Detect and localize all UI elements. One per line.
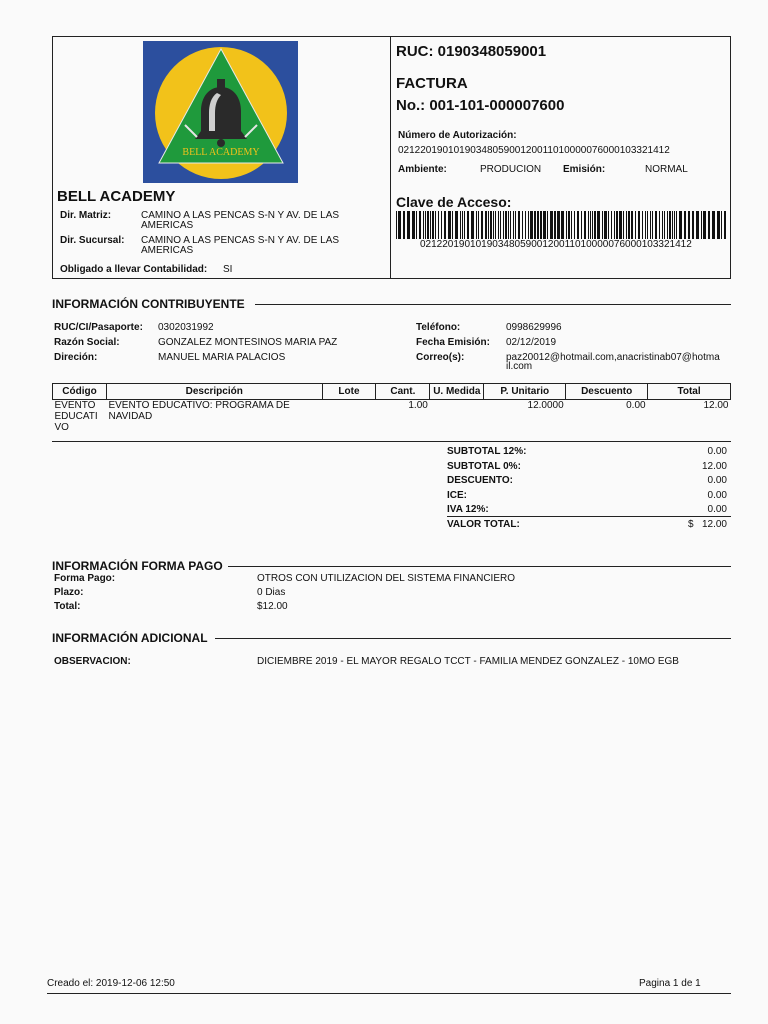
fecha-emision-label: Fecha Emisión: (416, 337, 490, 348)
adicional-title: INFORMACIÓN ADICIONAL (52, 631, 208, 645)
barcode-bar (608, 211, 609, 239)
barcode-bar (597, 211, 600, 239)
clave-label: Clave de Acceso: (396, 194, 512, 210)
barcode-bar (669, 211, 671, 239)
footer-rule (47, 993, 731, 994)
subtotal12-label: SUBTOTAL 12%: (447, 446, 527, 457)
barcode-bar (505, 211, 507, 239)
barcode-bar (444, 211, 446, 239)
barcode-bar (547, 211, 548, 239)
emision-value: NORMAL (645, 164, 688, 175)
barcode-bar (543, 211, 546, 239)
barcode-bar (592, 211, 593, 239)
barcode-bar (515, 211, 516, 239)
items-header-row (53, 384, 731, 400)
barcode-bar (561, 211, 564, 239)
bell-academy-logo (143, 41, 298, 183)
ambiente-value: PRODUCION (480, 164, 542, 175)
forma-pago-label: Forma Pago: (54, 573, 116, 584)
barcode-bar (611, 211, 612, 239)
descuento-label: DESCUENTO: (447, 475, 513, 486)
barcode-bar (495, 211, 496, 239)
access-key-barcode (396, 211, 727, 239)
created-timestamp: Creado el: 2019-12-06 12:50 (47, 978, 175, 989)
contabilidad-label: Obligado a llevar Contabilidad: (60, 264, 208, 275)
barcode-bar (717, 211, 720, 239)
observacion-value: DICIEMBRE 2019 - EL MAYOR REGALO TCCT - FAMILIA MENDEZ GONZALEZ - 10MO EGB (257, 656, 679, 667)
barcode-bar (485, 211, 487, 239)
barcode-bar (571, 211, 572, 239)
barcode-bar (528, 211, 529, 239)
col-codigo: Código (53, 384, 107, 400)
barcode-bar (441, 211, 442, 239)
barcode-bar (581, 211, 582, 239)
barcode-bar (540, 211, 542, 239)
ambiente-label: Ambiente: (398, 164, 447, 175)
barcode-bar (530, 211, 533, 239)
page-number: Pagina 1 de 1 (639, 978, 701, 989)
barcode-bar (602, 211, 603, 239)
barcode-bar (594, 211, 596, 239)
subtotal0-label: SUBTOTAL 0%: (447, 461, 521, 472)
barcode-bar (623, 211, 624, 239)
iva-value: 0.00 (707, 504, 727, 515)
barcode-bar (403, 211, 405, 239)
barcode-bar (464, 211, 465, 239)
dir-matriz-line2: AMERICAS (141, 220, 194, 231)
dir-sucursal-line1: CAMINO A LAS PENCAS S-N Y AV. DE LAS (141, 235, 340, 246)
barcode-bar (647, 211, 648, 239)
barcode-bar (557, 211, 560, 239)
items-table (52, 383, 731, 433)
barcode-bar (688, 211, 690, 239)
contabilidad-value: SI (223, 264, 233, 275)
col-medida: U. Medida (430, 384, 484, 400)
col-cant: Cant. (376, 384, 430, 400)
col-descuento: Descuento (566, 384, 648, 400)
barcode-bar (652, 211, 653, 239)
cell-descripcion: EVENTO EDUCATIVO: PROGRAMA DE NAVIDAD (108, 400, 290, 422)
barcode-bar (481, 211, 483, 239)
razon-social-label: Razón Social: (54, 337, 120, 348)
cell-cant: 1.00 (408, 400, 428, 411)
dir-matriz-line1: CAMINO A LAS PENCAS S-N Y AV. DE LAS (141, 210, 340, 221)
valor-total-label: VALOR TOTAL: (447, 519, 520, 530)
clave-value: 0212201901019034805900120011010000076000103321412 (420, 239, 692, 250)
barcode-bar (574, 211, 575, 239)
autorizacion-label: Número de Autorización: (398, 130, 517, 141)
barcode-bar (604, 211, 607, 239)
company-name: BELL ACADEMY (57, 188, 176, 205)
barcode-bar (518, 211, 520, 239)
barcode-bar (407, 211, 410, 239)
cell-descuento: 0.00 (626, 400, 646, 411)
barcode-bar (642, 211, 643, 239)
correo-label: Correo(s): (416, 352, 465, 363)
barcode-bar (696, 211, 699, 239)
barcode-bar (488, 211, 489, 239)
barcode-bar (659, 211, 660, 239)
barcode-bar (662, 211, 663, 239)
barcode-bar (412, 211, 415, 239)
barcode-bar (508, 211, 509, 239)
barcode-bar (679, 211, 682, 239)
barcode-bar (419, 211, 421, 239)
pago-total-label: Total: (54, 601, 81, 612)
invoice-number: No.: 001-101-000007600 (396, 97, 565, 114)
barcode-bar (478, 211, 479, 239)
barcode-bar (500, 211, 501, 239)
descuento-value: 0.00 (707, 475, 727, 486)
barcode-bar (430, 211, 431, 239)
barcode-bar (398, 211, 401, 239)
telefono-value: 0998629996 (506, 322, 562, 333)
barcode-bar (423, 211, 424, 239)
valor-total-value: 12.00 (701, 519, 727, 530)
barcode-bar (455, 211, 458, 239)
barcode-bar (425, 211, 426, 239)
subtotal12-value: 0.00 (707, 446, 727, 457)
barcode-bar (396, 211, 397, 239)
observacion-label: OBSERVACION: (54, 656, 131, 667)
ruc-ci-label: RUC/CI/Pasaporte: (54, 322, 143, 333)
forma-pago-value: OTROS CON UTILIZACION DEL SISTEMA FINANCIERO (257, 573, 515, 584)
ruc-number: RUC: 0190348059001 (396, 43, 547, 60)
ruc-ci-value: 0302031992 (158, 322, 214, 333)
plazo-value: 0 Dias (257, 587, 286, 598)
autorizacion-value: 0212201901019034805900120011010000076000103321412 (398, 145, 670, 156)
dir-sucursal-label: Dir. Sucursal: (60, 235, 125, 246)
barcode-bar (626, 211, 627, 239)
fecha-emision-value: 02/12/2019 (506, 337, 557, 348)
telefono-label: Teléfono: (416, 322, 461, 333)
ice-value: 0.00 (707, 490, 727, 501)
barcode-bar (416, 211, 417, 239)
cell-total: 12.00 (703, 400, 729, 411)
pago-total-value: $12.00 (257, 601, 288, 612)
barcode-bar (721, 211, 722, 239)
cell-lote (322, 400, 376, 434)
barcode-bar (503, 211, 504, 239)
barcode-bar (708, 211, 710, 239)
direccion-label: Direción: (54, 352, 98, 363)
ice-label: ICE: (447, 490, 467, 501)
barcode-bar (550, 211, 553, 239)
barcode-bar (616, 211, 618, 239)
barcode-bar (712, 211, 715, 239)
barcode-bar (619, 211, 622, 239)
barcode-bar (703, 211, 706, 239)
barcode-bar (534, 211, 536, 239)
cell-unitario: 12.0000 (527, 400, 564, 411)
barcode-bar (584, 211, 586, 239)
barcode-bar (476, 211, 477, 239)
section-rule (228, 566, 731, 567)
barcode-bar (588, 211, 589, 239)
barcode-bar (525, 211, 526, 239)
barcode-bar (462, 211, 463, 239)
iva-label: IVA 12%: (447, 504, 489, 515)
dir-matriz-label: Dir. Matriz: (60, 210, 112, 221)
barcode-bar (452, 211, 453, 239)
barcode-bar (664, 211, 665, 239)
barcode-bar (432, 211, 434, 239)
col-lote: Lote (322, 384, 376, 400)
correo-line1: paz20012@hotmail.com,anacristinab07@hotma (506, 352, 720, 363)
barcode-bar (498, 211, 499, 239)
barcode-bar (655, 211, 657, 239)
totals-rule (447, 516, 731, 517)
barcode-bar (650, 211, 651, 239)
barcode-bar (510, 211, 511, 239)
barcode-bar (438, 211, 439, 239)
barcode-bar (435, 211, 436, 239)
contribuyente-title: INFORMACIÓN CONTRIBUYENTE (52, 297, 245, 311)
barcode-bar (577, 211, 579, 239)
barcode-bar (614, 211, 615, 239)
correo-line2: il.com (506, 361, 533, 372)
barcode-bar (490, 211, 492, 239)
barcode-bar (590, 211, 591, 239)
barcode-bar (427, 211, 429, 239)
barcode-bar (645, 211, 646, 239)
plazo-label: Plazo: (54, 587, 84, 598)
dir-sucursal-line2: AMERICAS (141, 245, 194, 256)
section-rule (215, 638, 731, 639)
direccion-value: MANUEL MARIA PALACIOS (158, 352, 286, 363)
col-unitario: P. Unitario (484, 384, 566, 400)
cell-codigo: EVENTO EDUCATI VO (54, 400, 98, 433)
barcode-bar (638, 211, 640, 239)
barcode-bar (554, 211, 556, 239)
barcode-bar (724, 211, 726, 239)
logo-text: BELL ACADEMY (182, 147, 260, 158)
barcode-bar (467, 211, 469, 239)
barcode-bar (672, 211, 673, 239)
barcode-bar (635, 211, 636, 239)
barcode-bar (460, 211, 461, 239)
barcode-bar (537, 211, 539, 239)
barcode-bar (692, 211, 694, 239)
razon-social-value: GONZALEZ MONTESINOS MARIA PAZ (158, 337, 338, 348)
barcode-bar (628, 211, 630, 239)
barcode-bar (513, 211, 514, 239)
barcode-bar (631, 211, 633, 239)
barcode-bar (684, 211, 686, 239)
section-rule (255, 304, 731, 305)
barcode-bar (674, 211, 675, 239)
forma-pago-title: INFORMACIÓN FORMA PAGO (52, 559, 223, 573)
valor-total-currency: $ (688, 519, 694, 530)
items-bottom-rule (52, 441, 731, 442)
subtotal0-value: 12.00 (701, 461, 727, 472)
barcode-bar (568, 211, 570, 239)
table-row (53, 400, 731, 434)
barcode-bar (471, 211, 474, 239)
emision-label: Emisión: (563, 164, 606, 175)
barcode-bar (566, 211, 567, 239)
barcode-bar (522, 211, 523, 239)
barcode-bar (667, 211, 668, 239)
barcode-bar (701, 211, 702, 239)
col-descripcion: Descripción (106, 384, 322, 400)
col-total: Total (648, 384, 731, 400)
barcode-bar (676, 211, 677, 239)
doc-type: FACTURA (396, 75, 468, 92)
cell-medida (430, 400, 484, 434)
barcode-bar (493, 211, 494, 239)
barcode-bar (448, 211, 451, 239)
